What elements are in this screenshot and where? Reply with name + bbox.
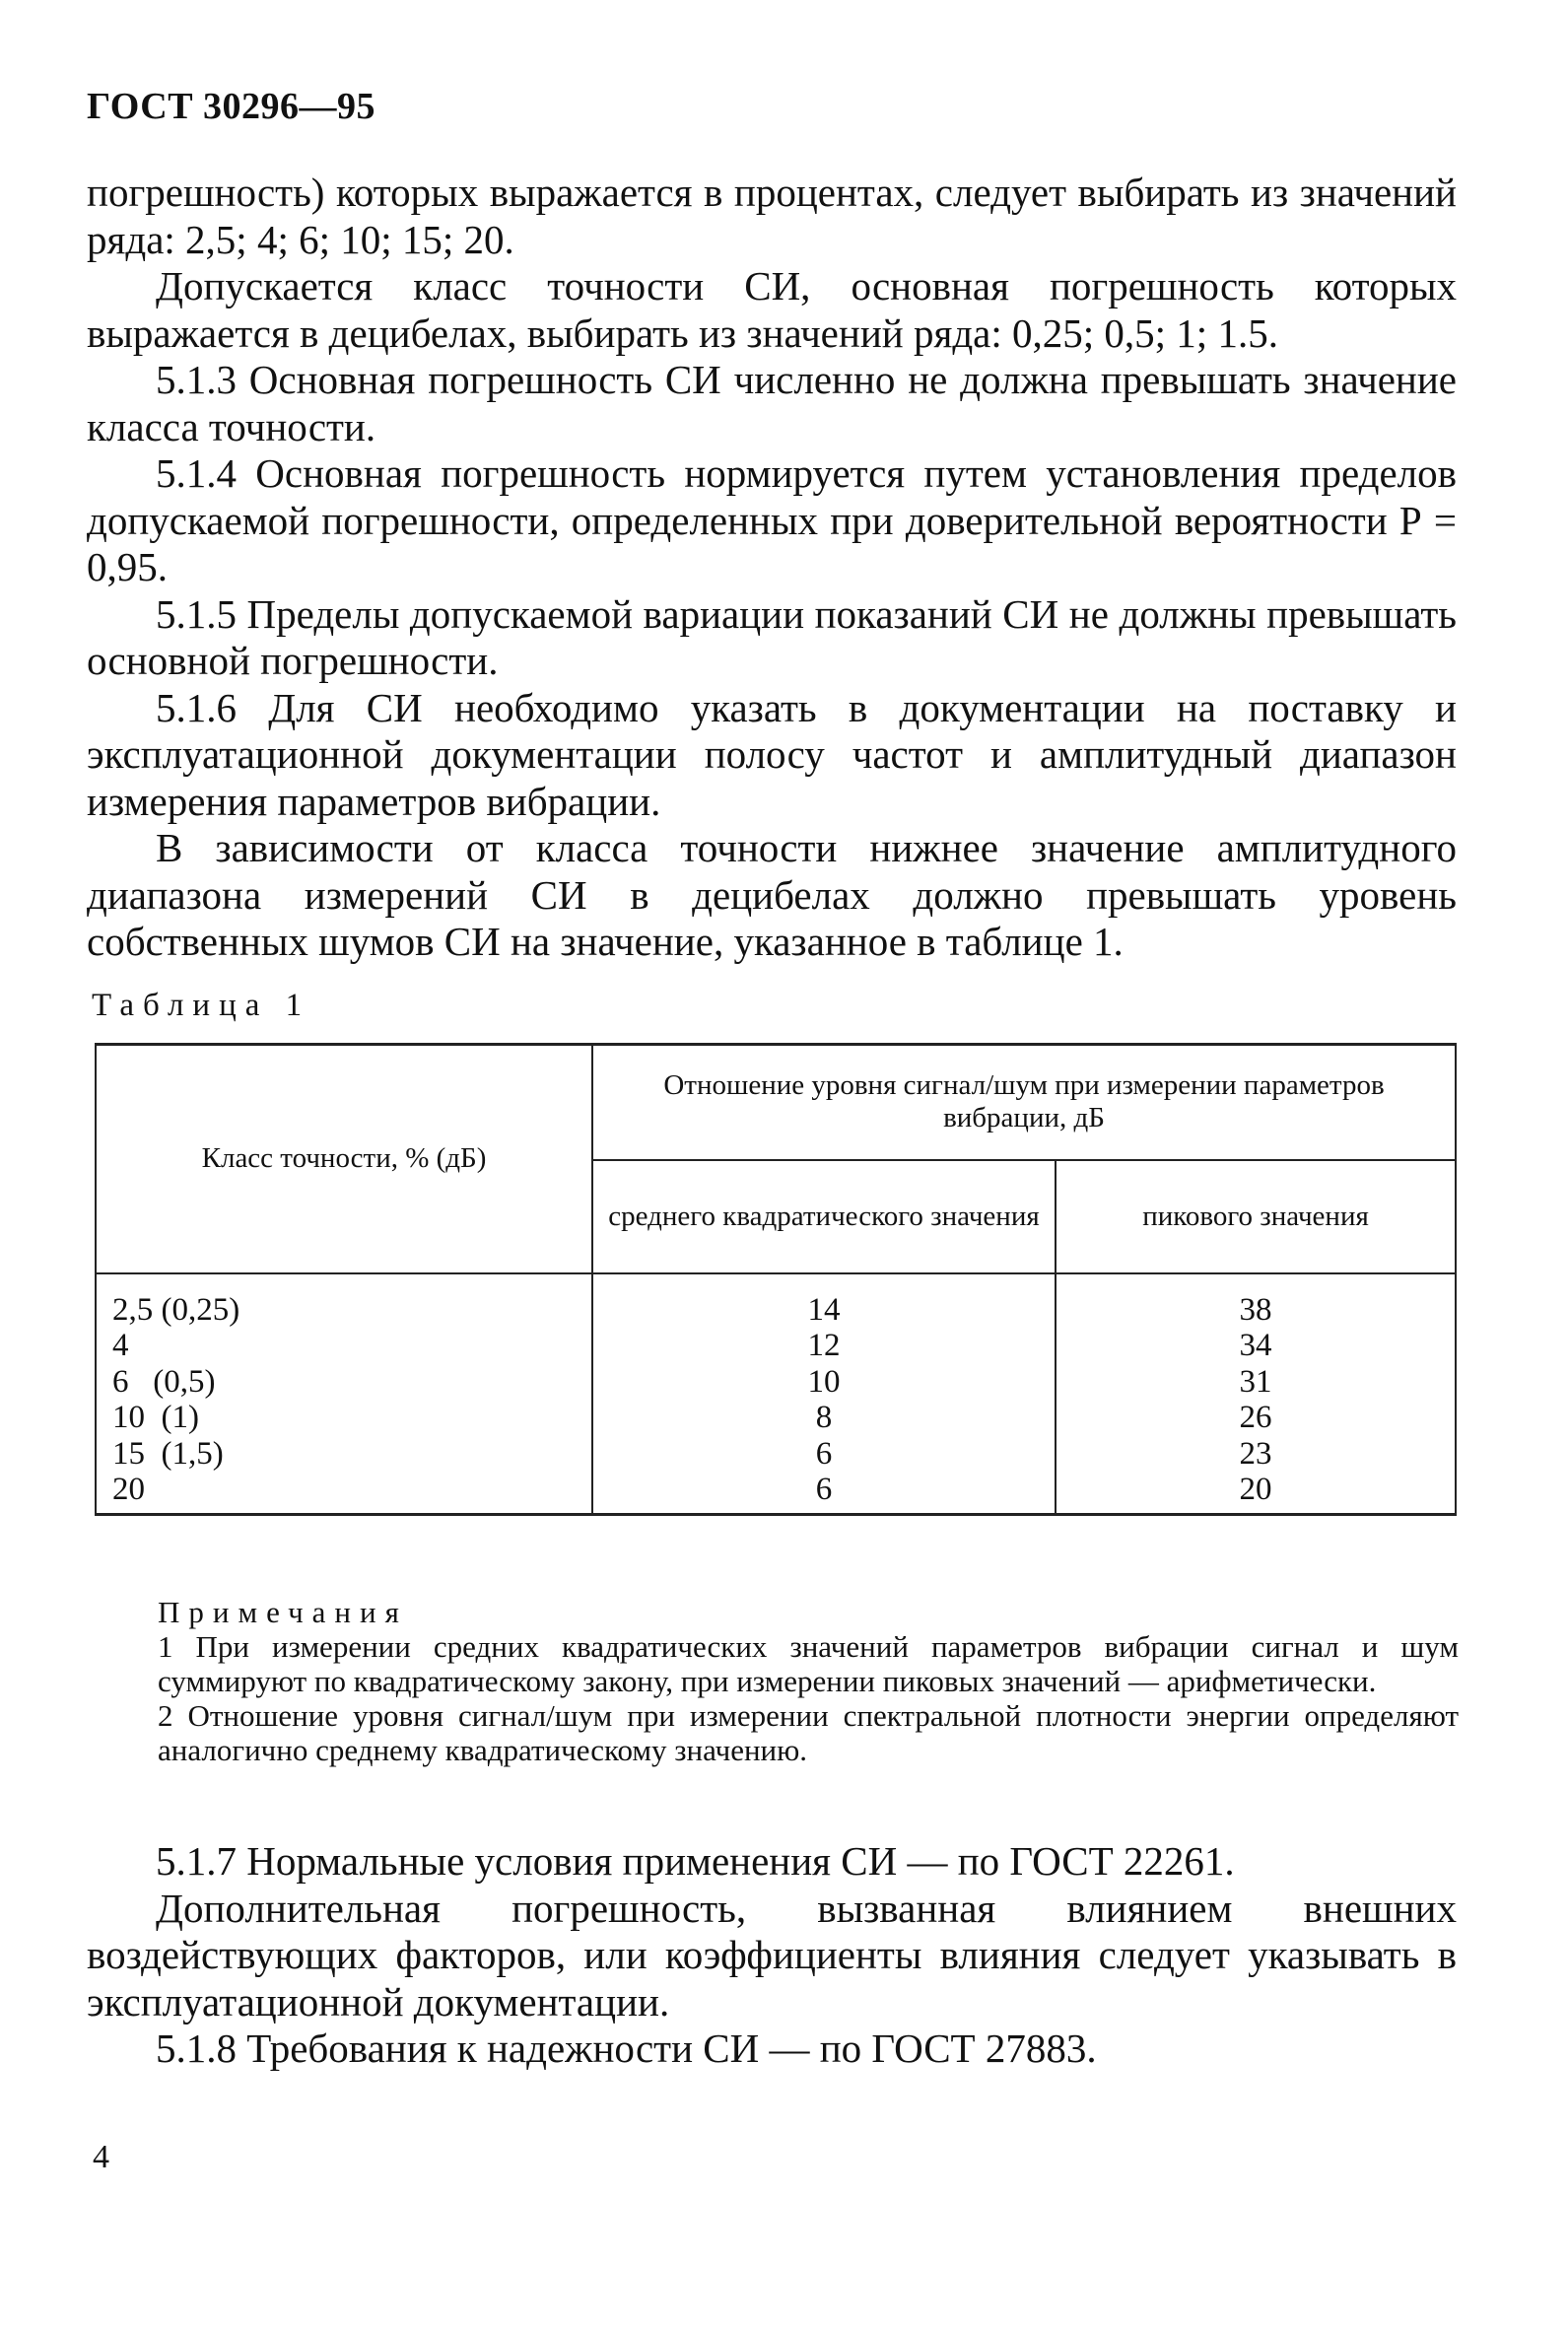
notes-block <box>158 1595 1459 1767</box>
table-cell: 12 <box>807 1328 841 1363</box>
table-cell: 4 <box>112 1328 129 1363</box>
paragraph: 5.1.4 Основная погрешность нормируется путем установления пределов допускаемой погрешности, определенных при доверительной вероятности Р = 0,95. <box>87 450 1457 589</box>
table-cell: 10 (1) <box>112 1400 199 1435</box>
page-number: 4 <box>93 2139 109 2175</box>
table-header-group: Отношение уровня сигнал/шум при измерении параметров вибрации, дБ <box>592 1045 1456 1160</box>
table-cell: 20 <box>1239 1472 1272 1507</box>
table-column-rms <box>592 1273 1056 1515</box>
table-cell: 23 <box>1239 1435 1272 1472</box>
table-cell: 34 <box>1239 1328 1272 1363</box>
table-header-class: Класс точности, % (дБ) <box>96 1045 592 1273</box>
data-table <box>95 1043 1457 1516</box>
table-cell: 6 (0,5) <box>112 1363 216 1400</box>
paragraph: В зависимости от класса точности нижнее значение амплитудного диапазона измерений СИ в децибелах должно превышать уровень собственных шумов СИ на значение, указанное в таблице 1. <box>87 825 1457 964</box>
lower-body-text <box>87 1838 1457 2073</box>
table-cell: 14 <box>807 1291 841 1328</box>
table-cell: 15 (1,5) <box>112 1435 224 1472</box>
table-column-class <box>96 1273 592 1515</box>
paragraph: 5.1.5 Пределы допускаемой вариации показаний СИ не должны превышать основной погрешности. <box>87 590 1457 683</box>
paragraph: Допускается класс точности СИ, основная погрешность которых выражается в децибелах, выбирать из значений ряда: 0,25; 0,5; 1; 1.5. <box>87 263 1457 356</box>
table-cell: 20 <box>112 1472 145 1507</box>
table-cell: 26 <box>1239 1400 1272 1435</box>
table-cell: 31 <box>1239 1363 1272 1400</box>
table-cell: 38 <box>1239 1291 1272 1328</box>
table-header-peak: пикового значения <box>1056 1160 1456 1273</box>
table-column-peak <box>1056 1273 1456 1515</box>
table-caption: Таблица 1 <box>92 988 311 1023</box>
table-cell: 2,5 (0,25) <box>112 1291 240 1328</box>
paragraph: 5.1.3 Основная погрешность СИ численно не должна превышать значение класса точности. <box>87 357 1457 449</box>
notes-title: Примечания <box>158 1595 408 1629</box>
table-header-rms: среднего квадратического значения <box>592 1160 1056 1273</box>
paragraph: 5.1.7 Нормальные условия применения СИ — по ГОСТ 22261. <box>156 1838 1235 1884</box>
note-item: 1 При измерении средних квадратических значений параметров вибрации сигнал и шум суммируют по квадратическому закону, при измерении пиковых значений — арифметически. <box>158 1629 1459 1698</box>
document-header: ГОСТ 30296—95 <box>87 86 376 127</box>
paragraph: 5.1.6 Для СИ необходимо указать в документации на поставку и эксплуатационной документации полосу частот и амплитудный диапазон измерения параметров вибрации. <box>87 684 1457 824</box>
paragraph: Дополнительная погрешность, вызванная влиянием внешних воздействующих факторов, или коэффициенты влияния следует указывать в эксплуатационной документации. <box>87 1885 1457 2025</box>
paragraph: 5.1.8 Требования к надежности СИ — по ГОСТ 27883. <box>156 2025 1097 2071</box>
paragraph: погрешность) которых выражается в процентах, следует выбирать из значений ряда: 2,5; 4; 6; 10; 15; 20. <box>87 170 1457 262</box>
body-text <box>87 170 1457 966</box>
table-cell: 6 <box>815 1435 833 1472</box>
table-cell: 8 <box>815 1400 833 1435</box>
table-cell: 6 <box>815 1472 833 1507</box>
table-cell: 10 <box>807 1363 841 1400</box>
note-item: 2 Отношение уровня сигнал/шум при измерении спектральной плотности энергии определяют аналогично среднему квадратическому значению. <box>158 1698 1459 1767</box>
